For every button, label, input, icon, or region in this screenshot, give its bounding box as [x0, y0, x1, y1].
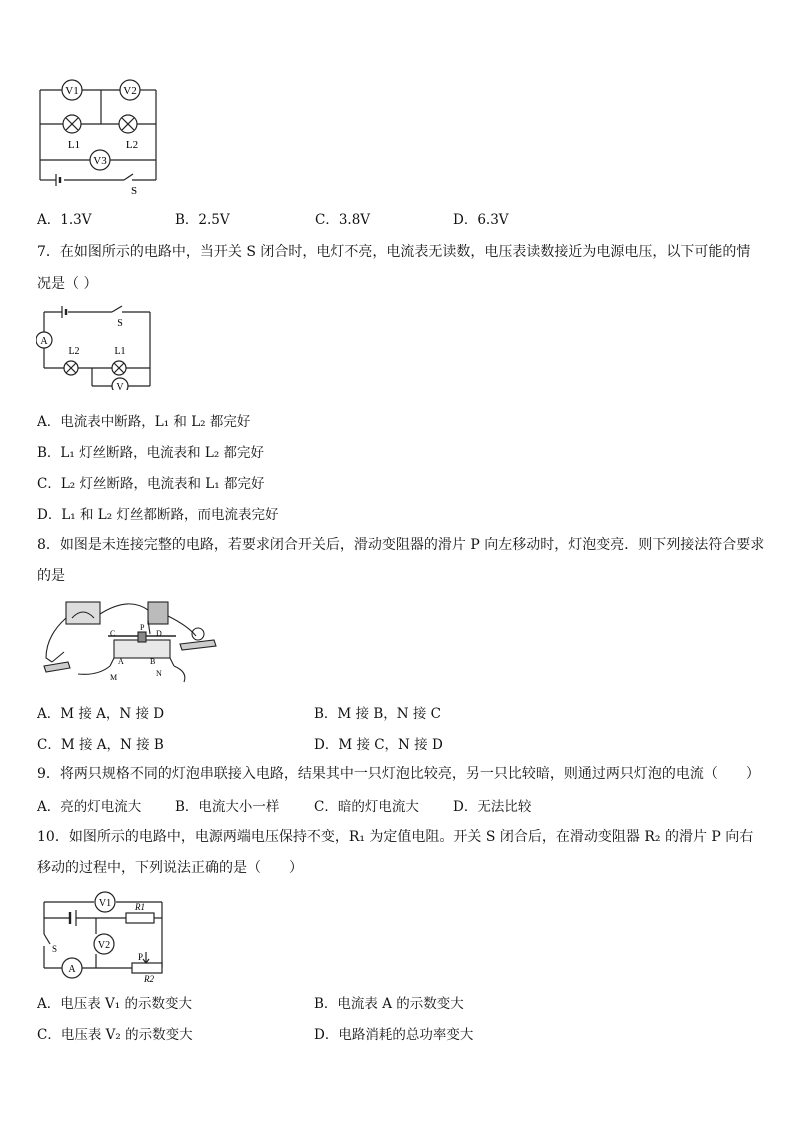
q10-circuit-diagram [34, 882, 169, 984]
v2-label: V2 [123, 85, 137, 97]
q7-circuit-diagram [36, 304, 156, 390]
q6-option-b[interactable]: B．2.5V [175, 212, 230, 228]
switch-label: S [52, 944, 58, 954]
q6-circuit-diagram [36, 76, 166, 196]
q8-circuit-apparatus [38, 596, 218, 686]
q9-option-c[interactable]: C．暗的灯电流大 [314, 799, 419, 815]
r1-label: R1 [135, 902, 145, 912]
q6-option-a[interactable]: A．1.3V [37, 212, 92, 228]
q7-option-a[interactable]: A．电流表中断路，L₁ 和 L₂ 都完好 [37, 414, 251, 430]
switch-label: S [117, 318, 123, 329]
q10-question-line1: 10．如图所示的电路中，电源两端电压保持不变，R₁ 为定值电阻。开关 S 闭合后，在滑动变阻器 R₂ 的滑片 P 向右 [37, 829, 754, 845]
q8-option-c[interactable]: C．M 接 A，N 接 B [37, 737, 164, 753]
q9-question: 9．将两只规格不同的灯泡串联接入电路，结果其中一只灯泡比较亮，另一只比较暗，则通过两只灯泡的电流（ ） [37, 766, 760, 782]
q10-option-b[interactable]: B．电流表 A 的示数变大 [314, 996, 464, 1012]
q10-option-c[interactable]: C．电压表 V₂ 的示数变大 [37, 1027, 193, 1043]
q8-option-b[interactable]: B．M 接 B，N 接 C [314, 706, 441, 722]
v1-label: V1 [98, 898, 112, 909]
q7-question-line1: 7．在如图所示的电路中，当开关 S 闭合时，电灯不亮，电流表无读数，电压表读数接近为电源电压，以下可能的情 [37, 244, 751, 260]
terminal-b: B [150, 657, 156, 666]
switch-label: S [130, 185, 138, 196]
q10-question-line2: 移动的过程中，下列说法正确的是（ ） [37, 860, 303, 876]
terminal-d: D [156, 629, 162, 638]
q9-option-a[interactable]: A．亮的灯电流大 [37, 799, 142, 815]
l2-label: L2 [125, 139, 139, 151]
q8-question-line1: 8．如图是未连接完整的电路，若要求闭合开关后，滑动变阻器的滑片 P 向左移动时，灯泡变亮．则下列接法符合要求 [37, 537, 765, 553]
q7-question-line2: 况是（ ） [37, 276, 98, 292]
q7-option-d[interactable]: D．L₁ 和 L₂ 灯丝都断路，而电流表完好 [37, 507, 279, 523]
ammeter-label: A [68, 964, 76, 975]
q6-option-d[interactable]: D．6.3V [453, 212, 509, 228]
voltmeter-label: V [116, 382, 124, 390]
q9-option-d[interactable]: D．无法比较 [453, 799, 532, 815]
wire-m: M [110, 673, 118, 682]
v1-label: V1 [65, 85, 79, 97]
l1-label: L1 [114, 346, 126, 357]
q10-option-a[interactable]: A．电压表 V₁ 的示数变大 [37, 996, 192, 1012]
l1-label: L1 [67, 139, 81, 151]
q7-option-b[interactable]: B．L₁ 灯丝断路，电流表和 L₂ 都完好 [37, 445, 265, 461]
terminal-c: C [110, 629, 116, 638]
ammeter-label: A [40, 336, 48, 347]
v2-label: V2 [97, 940, 111, 951]
v3-label: V3 [93, 155, 107, 167]
q10-option-d[interactable]: D．电路消耗的总功率变大 [314, 1027, 474, 1043]
slider-p-label: P [138, 952, 144, 962]
l2-label: L2 [68, 346, 80, 357]
terminal-a: A [118, 657, 124, 666]
r2-label: R2 [144, 974, 154, 984]
q9-option-b[interactable]: B．电流大小一样 [175, 799, 280, 815]
q8-option-a[interactable]: A．M 接 A，N 接 D [37, 706, 165, 722]
slider-p: P [140, 623, 145, 632]
q6-option-c[interactable]: C．3.8V [315, 212, 371, 228]
wire-n: N [156, 669, 162, 678]
q8-question-line2: 的是 [37, 568, 65, 584]
q7-option-c[interactable]: C．L₂ 灯丝断路，电流表和 L₁ 都完好 [37, 476, 265, 492]
q8-option-d[interactable]: D．M 接 C，N 接 D [314, 737, 443, 753]
